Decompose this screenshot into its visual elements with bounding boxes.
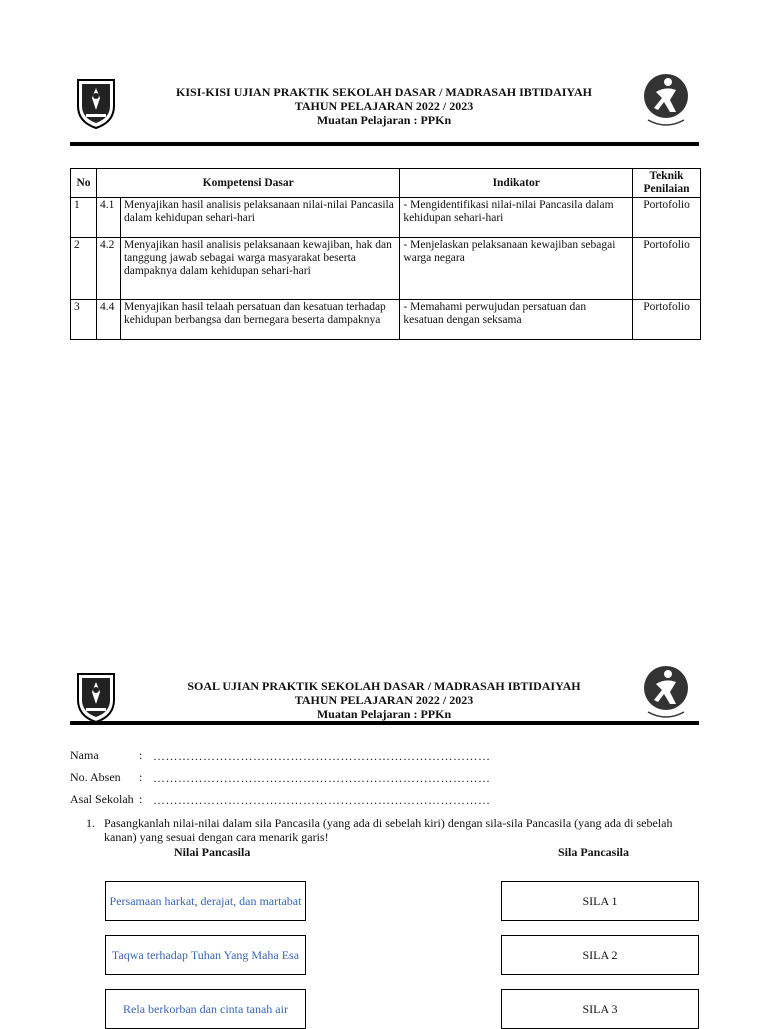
row-no: 2	[71, 238, 97, 300]
form-colon: :	[139, 792, 143, 806]
header-no: No	[71, 169, 97, 198]
table-row	[71, 300, 701, 340]
table-row	[71, 238, 701, 300]
question-1	[86, 816, 698, 844]
nilai-item-2[interactable]: Taqwa terhadap Tuhan Yang Maha Esa	[105, 935, 306, 975]
row-code: 4.2	[96, 238, 120, 300]
header-kompetensi-dasar: Kompetensi Dasar	[96, 169, 399, 198]
row-teknik: Portofolio	[633, 300, 701, 340]
header-1-subject: Muatan Pelajaran : PPKn	[316, 113, 452, 127]
row-teknik: Portofolio	[633, 238, 701, 300]
absen-fill-line[interactable]: ………………………………………………………………………	[153, 771, 491, 785]
nama-fill-line[interactable]: ………………………………………………………………………	[153, 749, 491, 763]
kisi-kisi-table	[70, 168, 701, 340]
nilai-item-3[interactable]: Rela berkorban dan cinta tanah air	[105, 989, 306, 1029]
header-1-rule	[70, 142, 699, 146]
question-text: Pasangkanlah nilai-nilai dalam sila Pancasila (yang ada di sebelah kiri) dengan sila-sila Pancasila (yang ada di sebelah kanan) yang sesuai dengan cara menarik garis!	[104, 816, 673, 844]
row-kd: Menyajikan hasil analisis pelaksanaan kewajiban, hak dan tanggung jawab sebagai warga masyarakat beserta dampaknya dalam kehidupan sehari-hari	[120, 238, 399, 300]
school-emblem-logo	[74, 670, 118, 724]
header-1-year: TAHUN PELAJARAN 2022 / 2023	[294, 99, 474, 113]
form-label-absen: No. Absen	[70, 770, 121, 784]
header-1-title-block	[120, 85, 648, 127]
table-header-row	[71, 169, 701, 198]
row-indikator: - Memahami perwujudan persatuan dan kesatuan dengan seksama	[400, 300, 633, 340]
sila-item-2[interactable]: SILA 2	[501, 935, 699, 975]
header-2-title-block	[120, 679, 648, 721]
row-indikator: - Mengidentifikasi nilai-nilai Pancasila dalam kehidupan sehari-hari	[400, 198, 633, 238]
right-column-heading: Sila Pancasila	[558, 845, 630, 859]
header-indikator: Indikator	[400, 169, 633, 198]
row-code: 4.4	[96, 300, 120, 340]
nilai-item-1[interactable]: Persamaan harkat, derajat, dan martabat	[105, 881, 306, 921]
form-label-nama: Nama	[70, 748, 99, 762]
form-colon: :	[139, 770, 143, 784]
row-teknik: Portofolio	[633, 198, 701, 238]
sekolah-fill-line[interactable]: ………………………………………………………………………	[153, 793, 491, 807]
left-column-heading: Nilai Pancasila	[174, 845, 251, 859]
form-colon: :	[139, 748, 143, 762]
row-no: 1	[71, 198, 97, 238]
sila-item-1[interactable]: SILA 1	[501, 881, 699, 921]
form-label-sekolah: Asal Sekolah	[70, 792, 134, 806]
header-2-year: TAHUN PELAJARAN 2022 / 2023	[294, 693, 474, 707]
header-2-subject: Muatan Pelajaran : PPKn	[316, 707, 452, 721]
row-code: 4.1	[96, 198, 120, 238]
kurikulum-logo	[642, 662, 690, 724]
row-no: 3	[71, 300, 97, 340]
row-indikator: - Menjelaskan pelaksanaan kewajiban sebagai warga negara	[400, 238, 633, 300]
row-kd: Menyajikan hasil analisis pelaksanaan nilai-nilai Pancasila dalam kehidupan sehari-hari	[120, 198, 399, 238]
table-row	[71, 198, 701, 238]
header-1-title: KISI-KISI UJIAN PRAKTIK SEKOLAH DASAR / MADRASAH IBTIDAIYAH	[176, 85, 592, 99]
school-emblem-logo	[74, 76, 118, 130]
header-teknik-penilaian: Teknik Penilaian	[633, 169, 701, 198]
sila-item-3[interactable]: SILA 3	[501, 989, 699, 1029]
row-kd: Menyajikan hasil telaah persatuan dan kesatuan terhadap kehidupan berbangsa dan bernegara beserta dampaknya	[120, 300, 399, 340]
header-2-rule	[70, 721, 699, 725]
question-number: 1.	[86, 816, 95, 830]
header-2-title: SOAL UJIAN PRAKTIK SEKOLAH DASAR / MADRASAH IBTIDAIYAH	[187, 679, 581, 693]
kurikulum-logo	[642, 70, 690, 132]
